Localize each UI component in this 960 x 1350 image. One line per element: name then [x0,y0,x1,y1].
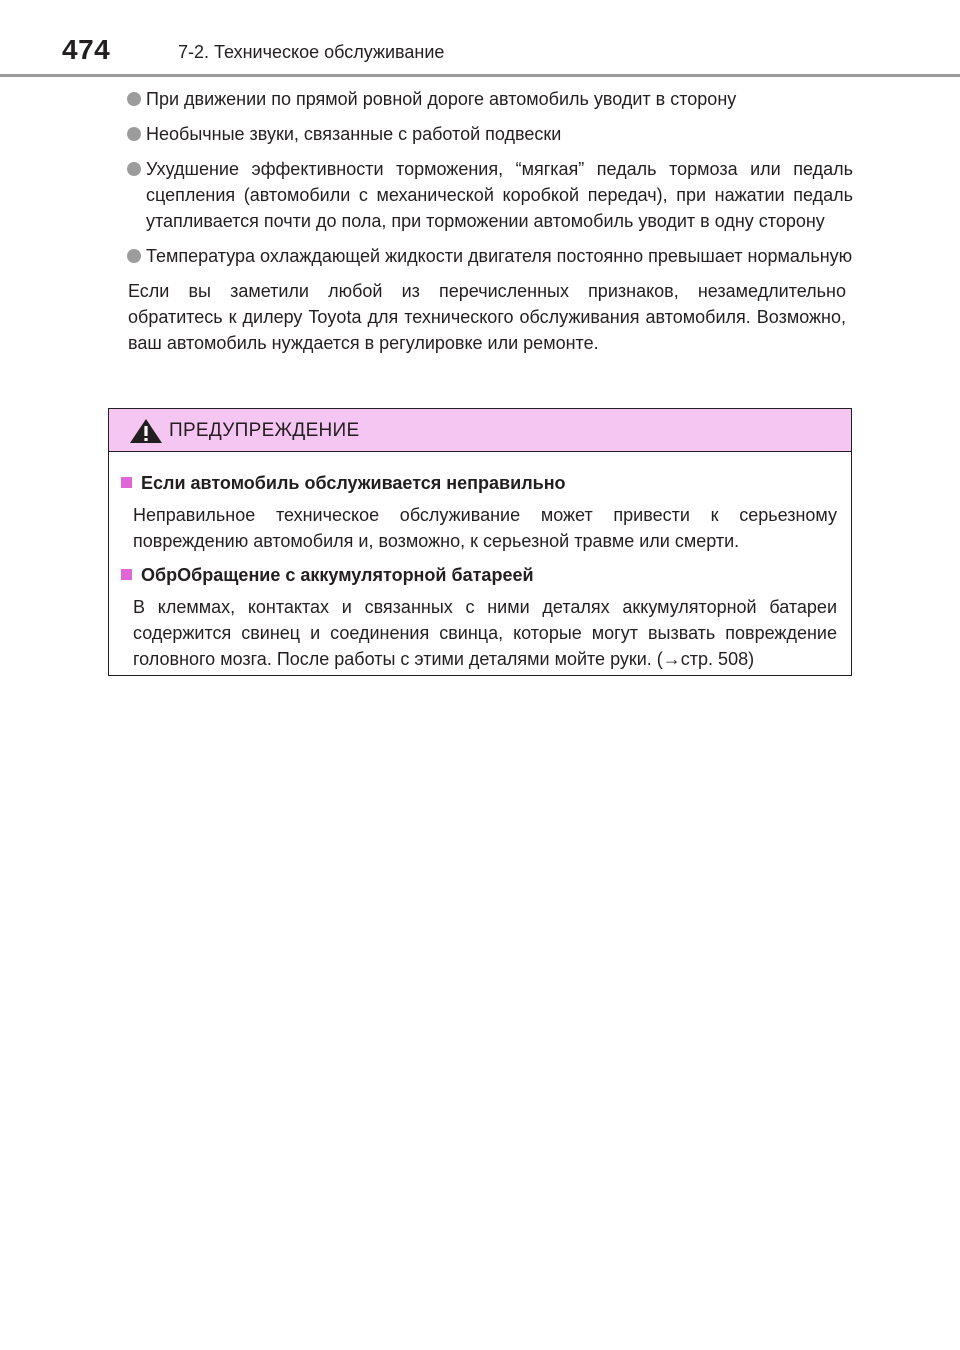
list-item-text: Ухудшение эффективности торможения, “мягкая” педаль тормоза или педаль сцепления (автомобили с механической коробкой передач), при нажатии педаль утапливается почти до пола, при торможении автомобиль уводит в одну сторону [146,159,853,231]
list-item [128,86,853,112]
header-divider [0,74,960,77]
warning-body [109,452,851,672]
warning-section-heading-text: Если автомобиль обслуживается неправильно [141,473,566,493]
warning-section [121,562,837,672]
warning-section-text: В клеммах, контактах и связанных с ними деталях аккумуляторной батареи содержится свинец и соединения свинца, которые могут вызвать повреждение головного мозга. После работы с этими деталями мойте руки. (→стр. 508) [133,597,837,669]
bullet-dot-icon [127,249,141,263]
list-item-text: Температура охлаждающей жидкости двигателя постоянно превышает нормальную [146,246,853,266]
warning-title: ПРЕДУПРЕЖДЕНИЕ [169,420,360,441]
warning-section [121,470,837,554]
list-item-text: Необычные звуки, связанные с работой подвески [146,124,562,144]
section-title: 7-2. Техническое обслуживание [178,42,445,62]
warning-section-heading [121,562,837,588]
main-content [128,86,853,356]
list-item [128,156,853,234]
square-icon [121,569,132,580]
list-item-text: При движении по прямой ровной дороге автомобиль уводит в сторону [146,89,737,109]
warning-section-text: Неправильное техническое обслуживание может привести к серьезному повреждению автомобиля и, возможно, к серьезной травме или смерти. [133,505,837,551]
warning-triangle-icon [129,418,163,444]
list-item [128,243,853,269]
warning-box [108,408,852,676]
bullet-dot-icon [127,162,141,176]
list-item [128,121,853,147]
warning-header [109,409,851,452]
page-number: 474 [62,34,111,65]
warning-section-heading-text: ОбрОбращение с аккумуляторной батареей [141,565,534,585]
symptom-list [128,86,853,269]
bullet-dot-icon [127,92,141,106]
page-header [0,0,960,78]
bullet-dot-icon [127,127,141,141]
warning-section-heading [121,470,837,496]
square-icon [121,477,132,488]
body-paragraph: Если вы заметили любой из перечисленных признаков, незамедлительно обратитесь к дилеру Toyota для технического обслуживания автомобиля. Возможно, ваш автомобиль нуждается в регулировке или ремонте. [128,281,846,353]
